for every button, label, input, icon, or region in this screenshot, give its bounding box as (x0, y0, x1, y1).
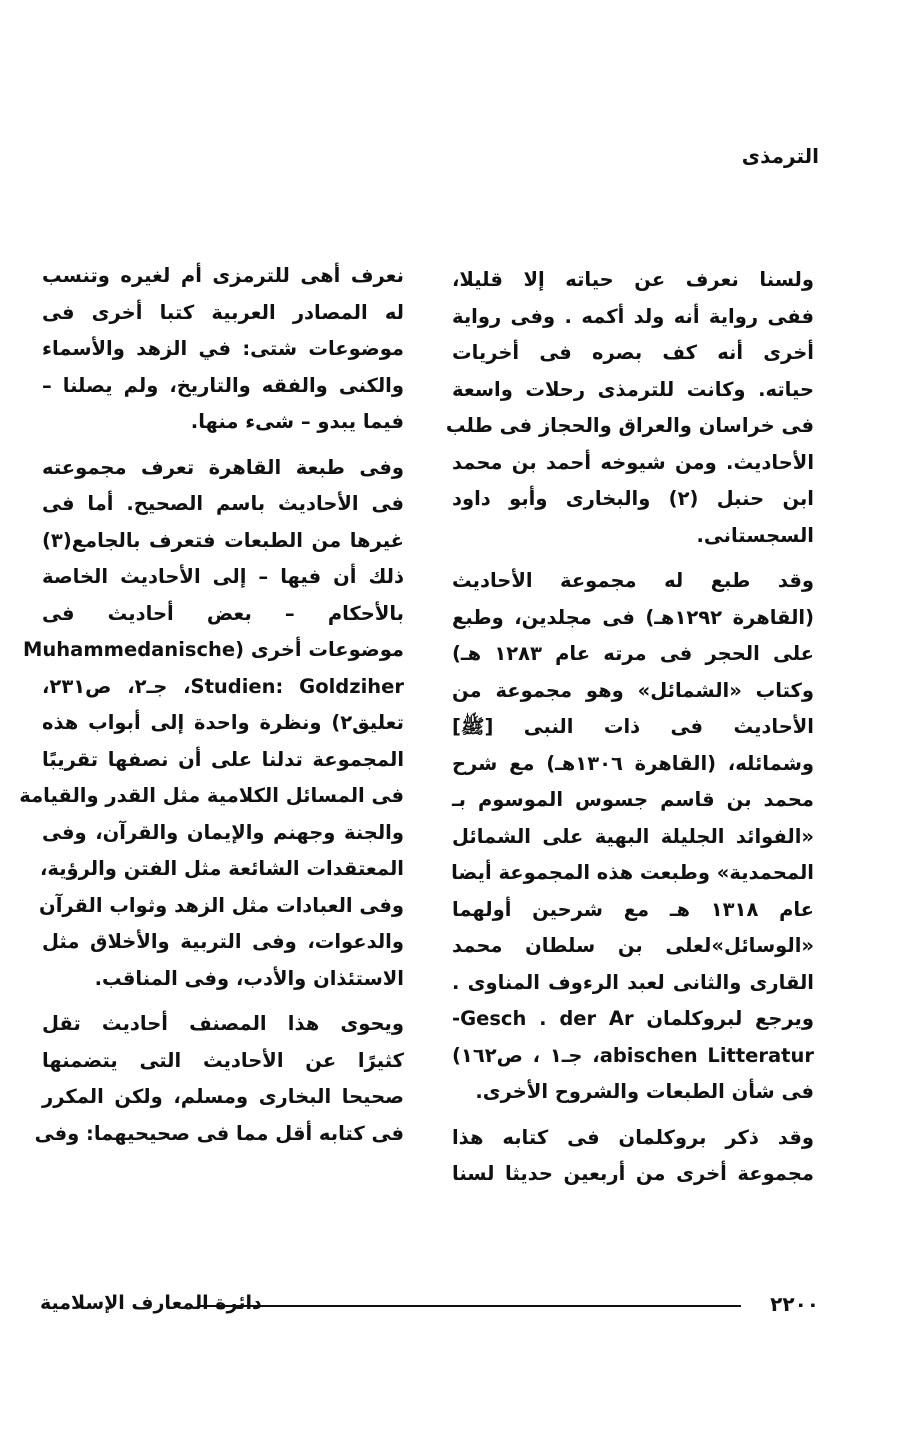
text-line: السجستانى. (696, 523, 814, 547)
text-line: نعرف أهى للترمزى أم لغيره وتنسب (42, 264, 404, 287)
text-line: غيرها من الطبعات فتعرف بالجامع(٣) (42, 528, 404, 552)
paragraph (34, 1006, 404, 1152)
paragraph (19, 450, 404, 998)
text-line: فى خراسان والعراق والحجاز فى طلب (445, 414, 814, 437)
text-line: الأحاديث فى ذات النبى [ﷺ] (452, 715, 814, 738)
text-line: «الفوائد الجليلة البهية على الشمائل (452, 824, 814, 848)
text-line: Studien: Goldziher، جـ٢، ص٢٣١، (42, 674, 404, 698)
text-line: المحمدية» وطبعت هذه المجموعة أيضا (451, 861, 814, 884)
text-line: مجموعة أخرى من أربعين حديثا لسنا (452, 1162, 814, 1185)
text-line: له المصادر العربية كتبا أخرى فى (42, 300, 404, 324)
publication-title: دائرة المعارف الإسلامية (40, 1292, 262, 1314)
text-line: أخرى أنه كف بصره فى أخريات (452, 341, 814, 364)
text-line: عام ١٣١٨ هـ مع شرحين أولهما (452, 897, 814, 921)
text-line: حياته. وكانت للترمذى رحلات واسعة (452, 377, 814, 401)
text-line: الاستئذان والأدب، وفى المناقب. (94, 966, 404, 990)
text-line: ابن حنبل (٢) والبخارى وأبو داود (452, 487, 814, 510)
text-line: وكتاب «الشمائل» وهو مجموعة من (452, 678, 814, 702)
text-line: وقد طبع له مجموعة الأحاديث (452, 569, 814, 592)
text-line: ففى رواية أنه ولد أكمه . وفى رواية (452, 304, 814, 328)
text-line: ولسنا نعرف عن حياته إلا قليلا، (452, 268, 814, 291)
right-column (445, 262, 815, 1202)
text-line: على الحجر فى مرته عام ١٢٨٣ هـ) (452, 642, 814, 665)
text-line: المجموعة تدلنا على أن نصفها تقريبًا (42, 747, 404, 771)
paragraph (452, 563, 814, 1111)
text-line: وشمائله، (القاهرة ١٣٠٦هـ) مع شرح (452, 751, 814, 775)
text-line: فيما يبدو – شىء منها. (190, 410, 404, 433)
page-number: ٢٢٠٠ (770, 1292, 819, 1316)
text-line: abischen Litteratur، جـ١ ، ص١٦٢) (452, 1043, 815, 1067)
text-line: وفى العبادات مثل الزهد وثواب القرآن (39, 893, 404, 917)
running-header: الترمذى (741, 144, 819, 168)
text-line: تعليق٢) ونظرة واحدة إلى أبواب هذه (42, 711, 404, 734)
paragraph (445, 262, 814, 554)
text-line: فى كتابه أقل مما فى صحيحيهما: وفى (34, 1121, 404, 1145)
text-line: موضوعات أخرى (Muhammedanische (23, 638, 404, 661)
text-line: «الوسائل»لعلى بن سلطان محمد (452, 934, 814, 957)
text-line: المعتقدات الشائعة مثل الفتن والرؤية، (39, 857, 404, 880)
text-line: والدعوات، وفى التربية والأخلاق مثل (42, 930, 404, 953)
text-line: والكنى والفقه والتاريخ، ولم يصلنا – (42, 373, 404, 397)
footer-divider (200, 1305, 741, 1307)
text-line: صحيحا البخارى ومسلم، ولكن المكرر (42, 1085, 404, 1108)
text-line: بالأحكام – بعض أحاديث فى (42, 601, 404, 625)
text-line: محمد بن قاسم جسوس الموسوم بـ (452, 788, 814, 811)
text-line: كثيرًا عن الأحاديث التى يتضمنها (42, 1048, 404, 1072)
text-line: فى المسائل الكلامية مثل القدر والقيامة (19, 784, 404, 807)
text-line: الأحاديث. ومن شيوخه أحمد بن محمد (452, 450, 814, 474)
text-line: (القاهرة ١٢٩٢هـ) فى مجلدين، وطبع (452, 605, 815, 629)
text-line: والجنة وجهنم والإيمان والقرآن، وفى (42, 820, 404, 844)
text-line: موضوعات شتى: في الزهد والأسماء (42, 337, 404, 360)
text-line: وفى طبعة القاهرة تعرف مجموعته (42, 455, 404, 479)
text-line: القارى والثانى لعبد الرءوف المناوى . (452, 970, 814, 994)
paragraph (42, 258, 404, 441)
text-line: ذلك أن فيها – إلى الأحاديث الخاصة (42, 565, 404, 588)
left-column (19, 258, 404, 1161)
page-footer (40, 1292, 819, 1322)
text-line: ويرجع لبروكلمان Gesch . der Ar- (452, 1007, 814, 1030)
text-line: وقد ذكر بروكلمان فى كتابه هذا (452, 1125, 814, 1149)
text-line: فى الأحاديث باسم الصحيح. أما فى (42, 492, 404, 515)
paragraph (452, 1120, 814, 1193)
text-line: ويحوى هذا المصنف أحاديث تقل (42, 1012, 404, 1035)
text-line: فى شأن الطبعات والشروح الأخرى. (475, 1080, 814, 1103)
